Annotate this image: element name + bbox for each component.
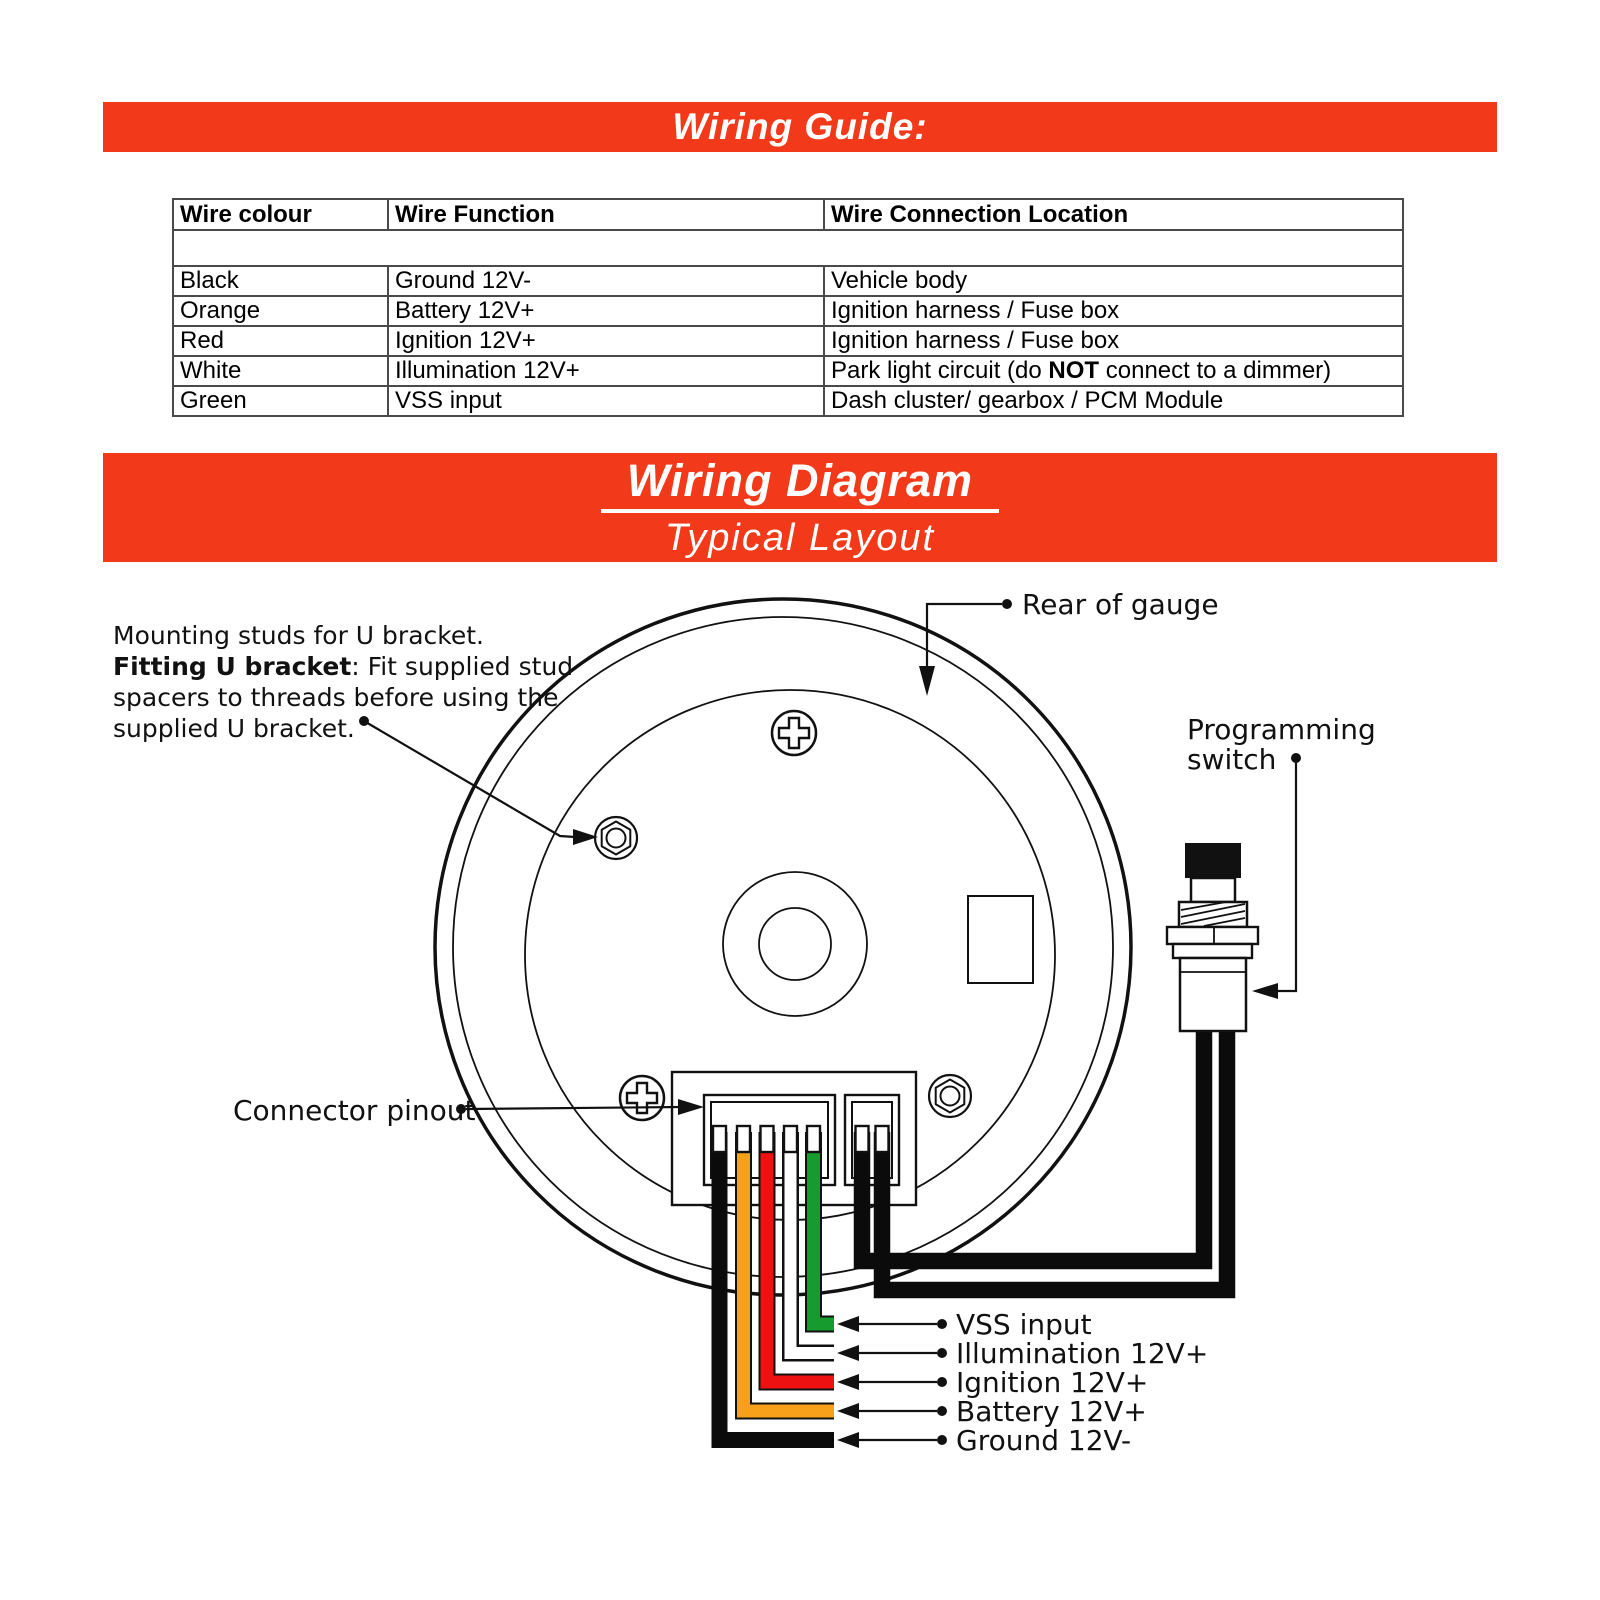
cell-function: Ground 12V- — [388, 266, 824, 296]
arrow-left-icon — [837, 1316, 859, 1332]
wiring-guide-title: Wiring Guide: — [672, 106, 928, 147]
callout-dot — [1291, 753, 1301, 763]
wiring-diagram-subtitle: Typical Layout — [664, 517, 936, 559]
col-header-wire-function: Wire Function — [388, 199, 824, 230]
pin-5 — [807, 1126, 820, 1152]
arrow-right-icon — [573, 829, 598, 845]
pin-7 — [876, 1126, 889, 1152]
cell-function: Ignition 12V+ — [388, 326, 824, 356]
pin-2 — [737, 1126, 750, 1152]
mounting-stud-bottom-right — [929, 1075, 971, 1117]
arrow-left-icon — [837, 1345, 859, 1361]
callout-vss-input — [837, 1316, 947, 1332]
cell-colour: Red — [173, 326, 388, 356]
label-illumination: Illumination 12V+ — [956, 1337, 1209, 1370]
cell-location: Ignition harness / Fuse box — [824, 326, 1403, 356]
arrow-down-icon — [919, 666, 935, 696]
callout-ignition — [837, 1374, 947, 1390]
arrow-left-icon — [837, 1432, 859, 1448]
gauge-hub-inner-circle — [759, 908, 831, 980]
arrow-left-icon — [837, 1374, 859, 1390]
pin-3 — [761, 1126, 774, 1152]
cell-function: Illumination 12V+ — [388, 356, 824, 386]
callout-dot — [937, 1406, 947, 1416]
switch-cap — [1185, 843, 1241, 878]
cell-colour: Green — [173, 386, 388, 416]
label-ignition: Ignition 12V+ — [956, 1366, 1149, 1399]
cell-colour: Orange — [173, 296, 388, 326]
pin-1 — [713, 1126, 726, 1152]
gauge-side-module — [968, 896, 1033, 983]
phillips-screw-bottom-left — [620, 1076, 664, 1120]
label-programming-line1: Programming — [1187, 713, 1376, 746]
cell-location: Vehicle body — [824, 266, 1403, 296]
arrow-left-icon — [1252, 983, 1278, 999]
note-line1: Mounting studs for U bracket. — [113, 621, 484, 650]
col-header-wire-colour: Wire colour — [173, 199, 388, 230]
switch-nut — [1167, 927, 1258, 958]
label-connector-pinout: Connector pinout — [233, 1094, 476, 1127]
callout-illumination — [837, 1345, 947, 1361]
callout-dot — [937, 1435, 947, 1445]
arrow-left-icon — [837, 1403, 859, 1419]
switch-body — [1180, 958, 1246, 1031]
label-rear-of-gauge: Rear of gauge — [1022, 588, 1219, 621]
label-vss-input: VSS input — [956, 1308, 1092, 1341]
callout-connector-pinout — [456, 1099, 704, 1115]
cell-function: VSS input — [388, 386, 824, 416]
switch-threads — [1179, 902, 1247, 927]
callout-dot — [1002, 599, 1012, 609]
phillips-screw-top — [772, 711, 816, 755]
cell-colour: White — [173, 356, 388, 386]
callout-dot — [937, 1319, 947, 1329]
mounting-stud-upper-left — [595, 817, 637, 859]
callout-rear-of-gauge — [919, 599, 1012, 696]
connector-2pin — [845, 1095, 899, 1185]
label-ground: Ground 12V- — [956, 1424, 1132, 1457]
callout-dot — [937, 1377, 947, 1387]
note-line2-bold: Fitting U bracket — [113, 652, 352, 681]
callout-ground — [837, 1432, 947, 1448]
pin-6 — [856, 1126, 869, 1152]
callout-battery — [837, 1403, 947, 1419]
callout-dot — [937, 1348, 947, 1358]
col-header-wire-location: Wire Connection Location — [824, 199, 1403, 230]
wire-switch-2 — [882, 1031, 1227, 1290]
cell-location: Ignition harness / Fuse box — [824, 296, 1403, 326]
programming-switch — [1167, 843, 1258, 1031]
label-programming-line2: switch — [1187, 743, 1277, 776]
switch-stem — [1191, 878, 1235, 902]
note-line2-rest: : Fit supplied stud — [351, 652, 574, 681]
cell-function: Battery 12V+ — [388, 296, 824, 326]
cell-location: Park light circuit (do NOT connect to a dimmer) — [824, 356, 1403, 386]
label-battery: Battery 12V+ — [956, 1395, 1147, 1428]
wiring-diagram-title: Wiring Diagram — [626, 455, 974, 506]
cell-location: Dash cluster/ gearbox / PCM Module — [824, 386, 1403, 416]
pin-4 — [784, 1126, 797, 1152]
note-line3: spacers to threads before using the — [113, 683, 559, 712]
note-line4: supplied U bracket. — [113, 714, 355, 743]
callout-programming-switch — [1252, 753, 1301, 999]
cell-colour: Black — [173, 266, 388, 296]
